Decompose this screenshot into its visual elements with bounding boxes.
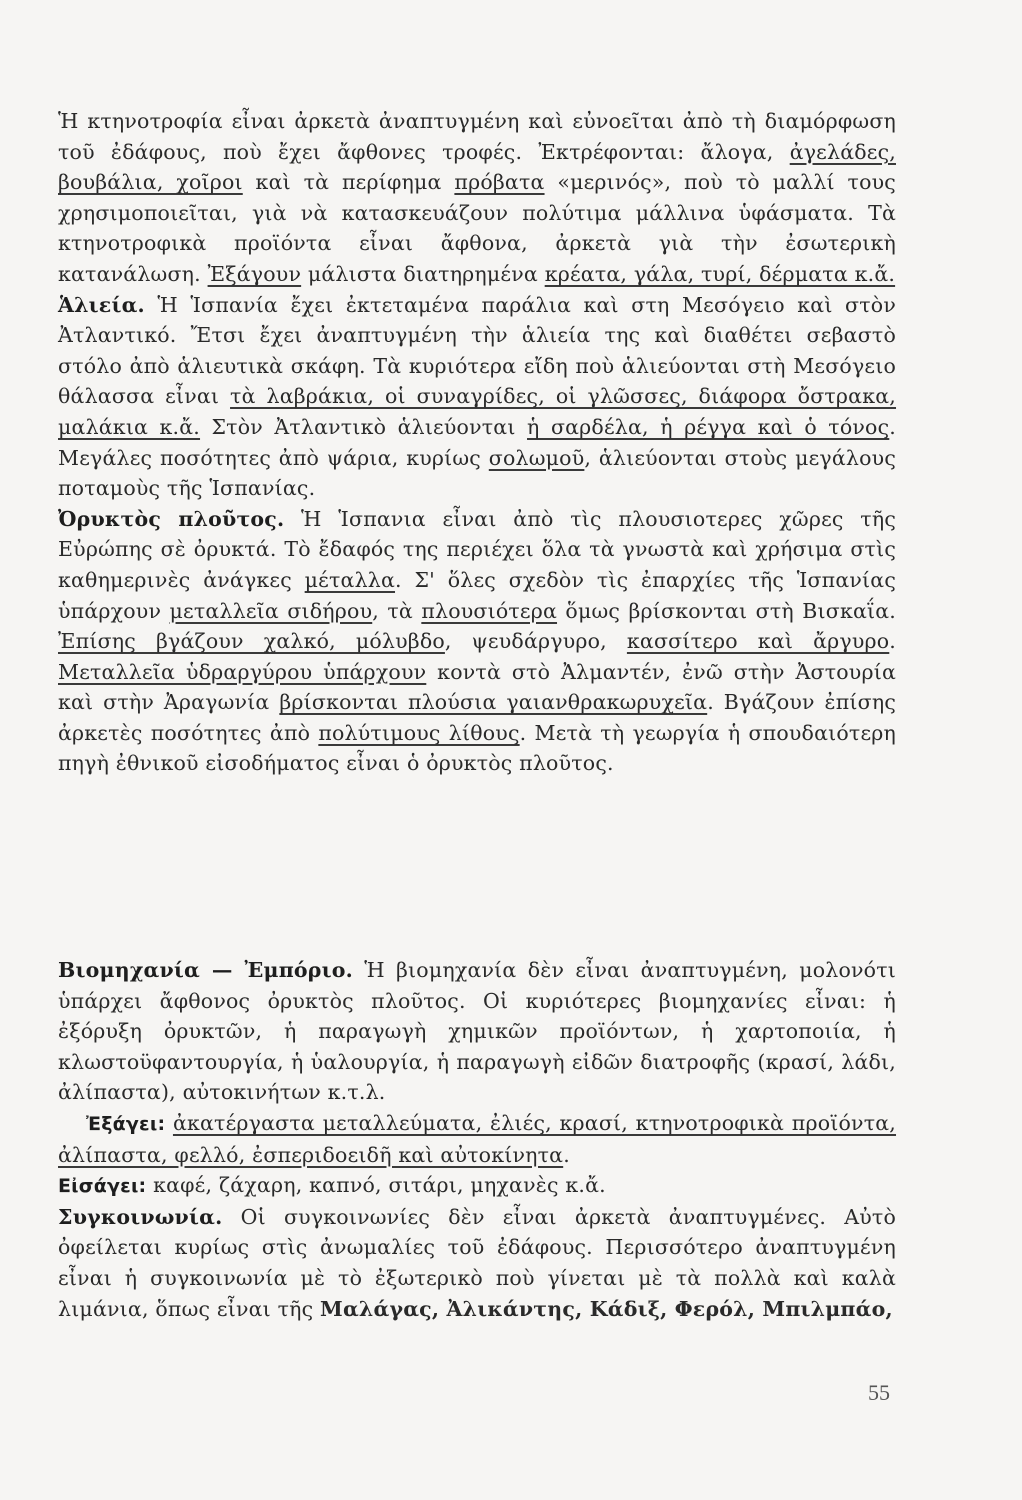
body-text: . Μεγάλες ποσότητες ἀπὸ ψάρια, κυρίως [58, 414, 896, 470]
paragraph-heading: Εἰσάγει: [58, 1175, 147, 1198]
paragraph-exports [58, 1108, 896, 1170]
body-text: Ἡ Ἱσπανια εἶναι ἀπὸ τὶς πλουσιοτερες χῶρες τῆς Εὐρώπης σὲ ὀρυκτά. Τὸ ἔδαφός της περιέχει ὅλα τὰ γνωστὰ καὶ χρήσιμα στὶς καθημερινὲς ἀνάγκες [58, 506, 896, 592]
paragraph-heading: Ὀρυκτὸς πλοῦτος. [58, 506, 285, 531]
underlined-text: πολύτιμους λίθους [318, 720, 520, 745]
body-text: καὶ τὰ περίφημα [242, 170, 455, 195]
underlined-text: ἡ σαρδέλα, ἡ ρέγγα καὶ ὁ τόνος [527, 414, 890, 439]
paragraph-heading: Ἁλιεία. [58, 292, 145, 317]
underlined-text: τὰ λαβράκια, οἱ συναγρίδες, οἱ γλῶσσες, διάφορα ὄστρακα, μαλάκια κ.ἄ. [58, 384, 897, 439]
body-text: «μερινός», ποὺ τὸ μαλλί τους χρησιμοποιεῖται, γιὰ νὰ κατασκευάζουν πολύτιμα μάλλινα ὑφάσματα. Τὰ κτηνοτροφικὰ προϊόντα εἶναι ἄφθονα, ἀρκετὰ γιὰ τὴν ἐσωτερικὴ κατανάλωση. [58, 170, 896, 286]
underlined-text: μέταλλα [304, 567, 396, 592]
underlined-text: Ἐπίσης βγάζουν χαλκό, μόλυβδο [58, 629, 445, 654]
text-block-top [58, 106, 896, 779]
underlined-text: κρέατα, γάλα, τυρί, δέρματα κ.ἄ. [544, 261, 896, 286]
body-text: Ἡ κτηνοτροφία εἶναι ἀρκετὰ ἀναπτυγμένη καὶ εὐνοεῖται ἀπὸ τὴ διαμόρφωση τοῦ ἐδάφους, ποὺ ἔχει ἄφθονες τροφές. Ἐκτρέφονται: ἄλογα, [58, 109, 896, 164]
body-text [165, 1111, 173, 1135]
underlined-text: Ἐξάγουν [207, 261, 302, 286]
paragraph-heading: Ἐξάγει: [86, 1112, 166, 1135]
paragraph-communications [58, 1202, 896, 1324]
body-text: . Βγάζουν ἐπίσης ἀρκετὲς ποσότητες ἀπὸ [58, 690, 896, 745]
underlined-text: κασσίτερο καὶ ἄργυρο [626, 629, 890, 654]
body-text: Στὸν Ἀτλαντικὸ ἁλιεύονται [200, 414, 528, 439]
underlined-text: σολωμοῦ [488, 445, 585, 470]
bold-text: Μαλάγας, Ἀλικάντης, Κάδιξ, Φερόλ, Μπιλμπάο, [320, 1296, 893, 1321]
body-text: . [889, 629, 896, 654]
body-text: Οἱ συγκοινωνίες δὲν εἶναι ἀρκετὰ ἀναπτυγμένες. Αὐτὸ ὀφείλεται κυρίως στὶς ἀνωμαλίες τοῦ ἐδάφους. Περισσότερο ἀναπτυγμένη εἶναι ἡ συγκοινωνία μὲ τὸ ἐξωτερικὸ ποὺ γίνεται μὲ τὰ πολλὰ καὶ καλὰ λιμάνια, ὅπως εἶναι τῆς [58, 1204, 896, 1321]
paragraph-imports [58, 1170, 896, 1202]
page-number: 55 [868, 1380, 890, 1405]
body-text: . Σ' ὅλες σχεδὸν τὶς ἐπαρχίες τῆς Ἱσπανίας ὑπάρχουν [58, 567, 896, 623]
body-text: . [563, 1142, 570, 1167]
body-text: , ἁλιεύονται στοὺς μεγάλους ποταμοὺς τῆς Ἱσπανίας. [58, 445, 897, 501]
text-block-bottom [58, 955, 896, 1324]
body-text: μάλιστα διατηρημένα [301, 261, 545, 286]
paragraph-industry [58, 955, 896, 1108]
underlined-text: βρίσκονται πλούσια γαιανθρακωρυχεῖα [279, 690, 708, 715]
body-text: . Μετὰ τὴ γεωργία ἡ σπουδαιότερη πηγὴ ἐθνικοῦ εἰσοδήματος εἶναι ὁ ὀρυκτὸς πλοῦτος. [58, 720, 897, 776]
underlined-text: Μεταλλεῖα ὑδραργύρου ὑπάρχουν [58, 659, 427, 684]
underlined-text: μεταλλεῖα σιδήρου [169, 598, 373, 623]
paragraph-fishing [58, 290, 896, 504]
paragraph-heading: Βιομηχανία — Ἐμπόριο. [58, 958, 353, 982]
body-text: καφέ, ζάχαρη, καπνό, σιτάρι, μηχανὲς κ.ἄ. [146, 1173, 606, 1198]
underlined-text: πλουσιότερα [421, 598, 558, 623]
paragraph-minerals [58, 504, 896, 779]
underlined-text: ἀκατέργαστα μεταλλεύματα, ἐλιές, κρασί, κτηνοτροφικὰ προϊόντα, ἀλίπαστα, φελλό, ἐσπεριδοειδῆ καὶ αὐτοκίνητα [58, 1110, 897, 1167]
body-text: Ἡ βιομηχανία δὲν εἶναι ἀναπτυγμένη, μολονότι ὑπάρχει ἄφθονος ὀρυκτὸς πλοῦτος. Οἱ κυριότερες βιομηχανίες εἶναι: ἡ ἐξόρυξη ὀρυκτῶν, ἡ παραγωγὴ χημικῶν προϊόντων, ἡ χαρτοποιία, ἡ κλωστοϋφαντουργία, ἡ ὑαλουργία, ἡ παραγωγὴ εἰδῶν διατροφῆς (κρασί, λάδι, ἀλίπαστα), αὐτοκινήτων κ.τ.λ. [58, 958, 896, 1105]
body-text: κοντὰ στὸ Ἀλμαντέν, ἐνῶ στὴν Ἀστουρία καὶ στὴν Ἀραγωνία [58, 659, 896, 715]
body-text: Ἡ Ἱσπανία ἔχει ἐκτεταμένα παράλια καὶ στη Μεσόγειο καὶ στὸν Ἀτλαντικό. Ἔτσι ἔχει ἀναπτυγμένη τὴν ἁλιεία της καὶ διαθέτει σεβαστὸ στόλο ἀπὸ ἁλιευτικὰ σκάφη. Τὰ κυριότερα εἴδη ποὺ ἁλιεύονται στὴ Μεσόγειο θάλασσα εἶναι [58, 292, 896, 409]
paragraph-heading: Συγκοινωνία. [58, 1204, 223, 1229]
body-text: , ψευδάργυρο, [444, 629, 627, 654]
paragraph-livestock [58, 106, 896, 290]
underlined-text: πρόβατα [454, 170, 545, 195]
underlined-text: ἀγελάδες, βουβάλια, χοῖροι [58, 139, 896, 195]
body-text: ὅμως βρίσκονται στὴ Βισκαΐα. [557, 598, 896, 623]
body-text: , τὰ [372, 598, 422, 623]
